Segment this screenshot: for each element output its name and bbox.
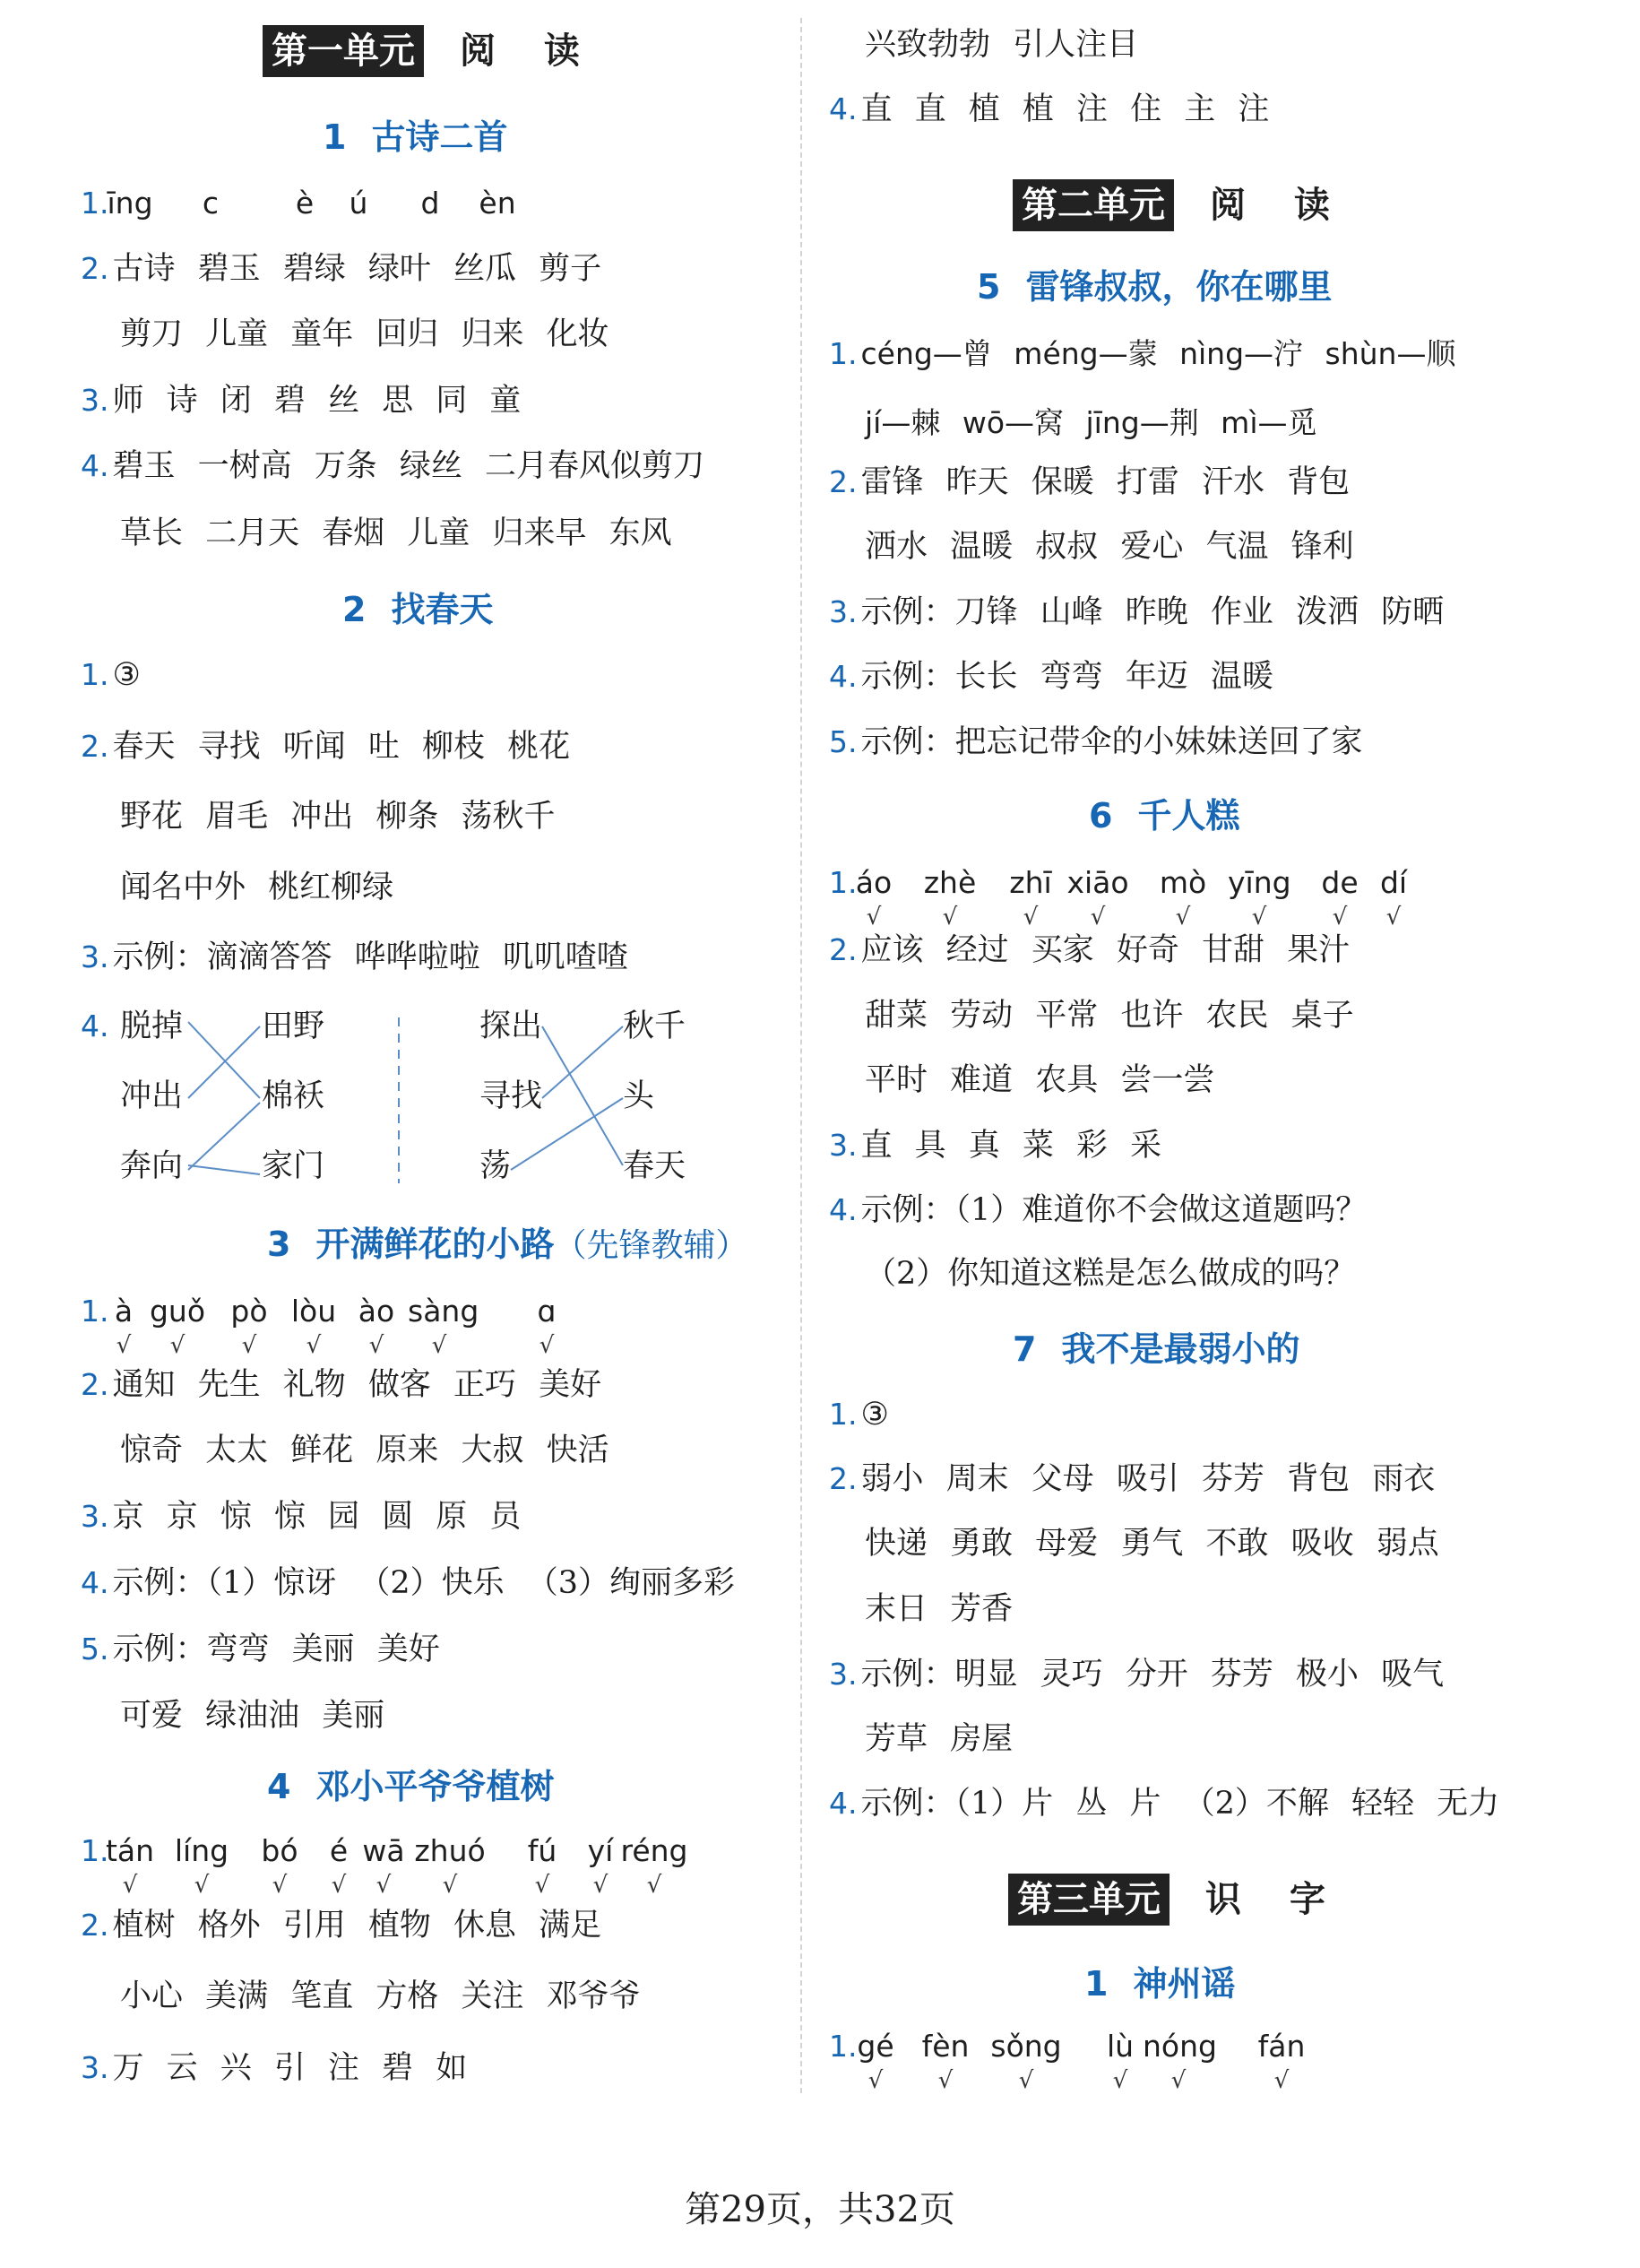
pinyin-text: tán (105, 1833, 155, 1868)
match-left-item: 脱掉 (120, 1008, 184, 1044)
check-mark: √ (331, 1872, 347, 1899)
pinyin-text: ɑ (537, 1294, 557, 1329)
answer-line: 1. ③ (81, 657, 141, 693)
answer-line: 2. 植树 格外 引用 植物 休息 满足 (81, 1908, 602, 1943)
check-mark: √ (241, 1332, 257, 1359)
answer-line: 3. 示例：刀锋 山峰 昨晚 作业 泼洒 防晒 (829, 594, 1445, 630)
question-number: 1. (81, 1294, 109, 1329)
pinyin-token (618, 1829, 690, 1897)
answer-line: 甜菜 劳动 平常 也许 农民 桌子 (865, 998, 1354, 1034)
lesson-title-8: 1 神州谣 (1084, 1964, 1236, 2004)
pinyin-token (515, 1289, 578, 1357)
pinyin-text: īng (107, 186, 153, 221)
check-mark: √ (1273, 2067, 1290, 2094)
check-mark: √ (646, 1872, 662, 1899)
pinyin-token (94, 1829, 166, 1897)
answer-line: 兴致勃勃 引人注目 (865, 27, 1139, 63)
unit-heading-3: 第三单元 识 字 (1008, 1874, 1343, 1926)
pinyin-token (146, 1289, 209, 1357)
pinyin-text: èn (479, 186, 516, 221)
check-mark: √ (942, 904, 958, 931)
matching-exercise: 4. 脱掉 冲出 奔向 田野 棉袄 家门 探出 寻找 荡 秋千 头 春天 (81, 1004, 798, 1219)
pinyin-token (999, 861, 1062, 929)
pinyin-token (1246, 2024, 1317, 2092)
pinyin-token (1362, 861, 1425, 929)
pinyin-text: gé (857, 2029, 894, 2064)
check-mark: √ (368, 1332, 384, 1359)
answer-line: 4. 示例：长长 弯弯 年迈 温暖 (829, 659, 1273, 695)
check-mark: √ (1251, 904, 1267, 931)
match-line (542, 1026, 623, 1098)
answer-line: 1. céng—曾 méng—蒙 nìng—泞 shùn—顺 (829, 336, 1456, 371)
answer-line: 平时 难道 农具 尝一尝 (865, 1062, 1215, 1098)
check-mark: √ (1170, 2067, 1187, 2094)
pinyin-token (1228, 861, 1290, 929)
answer-line: 小心 美满 笔直 方格 关注 邓爷爷 (120, 1978, 641, 2014)
lesson-title-4: 4 邓小平爷爷植树 (267, 1767, 555, 1806)
pinyin-text: ú (349, 186, 368, 221)
check-mark: √ (1090, 904, 1106, 931)
answer-line: 洒水 温暖 叔叔 爱心 气温 锋利 (865, 529, 1354, 565)
pinyin-text: yīng (1228, 865, 1291, 900)
answer-line: 野花 眉毛 冲出 柳条 荡秋千 (120, 799, 556, 835)
lesson-title-1: 1 古诗二首 (323, 117, 508, 157)
answer-line: 4. 示例：（1）难道你不会做这道题吗？ (829, 1192, 1368, 1228)
question-number: 1. (81, 1833, 109, 1868)
answer-line: 快递 勇敢 母爱 勇气 不敢 吸收 弱点 (865, 1526, 1439, 1562)
answer-line: 2. 雷锋 昨天 保暖 打雷 汗水 背包 (829, 464, 1351, 500)
answer-line: 3. 师 诗 闭 碧 丝 思 同 童 (81, 383, 522, 419)
pinyin-token (218, 1289, 281, 1357)
pinyin-token (1066, 861, 1129, 929)
pinyin-text: dí (1379, 865, 1408, 900)
check-mark: √ (1385, 904, 1402, 931)
match-right-item: 寻找 (479, 1078, 543, 1114)
pinyin-token (282, 1289, 345, 1357)
answer-line: 4. 示例：（1）惊讶 （2）快乐 （3）绚丽多彩 (81, 1565, 736, 1601)
pinyin-text: è (295, 186, 315, 221)
pinyin-text: mò (1159, 865, 1207, 900)
pinyin-text: wā (362, 1833, 405, 1868)
check-mark: √ (306, 1332, 322, 1359)
lesson-title-6: 6 千人糕 (1089, 796, 1240, 835)
unit-heading-2: 第二单元 阅 读 (1013, 179, 1348, 231)
pinyin-token (348, 1829, 419, 1897)
pinyin-text: de (1321, 865, 1359, 900)
match-left-target: 家门 (262, 1148, 325, 1184)
pinyin-token (345, 1289, 408, 1357)
pinyin-text: guǒ (149, 1294, 206, 1329)
answer-line: 1. ③ (829, 1397, 889, 1433)
answer-line: 3. 示例：滴滴答答 哗哗啦啦 叽叽喳喳 (81, 939, 628, 975)
answer-line: 2. 通知 先生 礼物 做客 正巧 美好 (81, 1367, 602, 1403)
pinyin-text: fú (527, 1833, 557, 1868)
match-line (188, 1165, 260, 1174)
pinyin-row (81, 1829, 798, 1909)
answer-line: 2. 应该 经过 买家 好奇 甘甜 果汁 (829, 932, 1351, 968)
check-mark: √ (169, 1332, 186, 1359)
check-mark: √ (122, 1872, 138, 1899)
answer-line: 惊奇 太太 鲜花 原来 大叔 快活 (120, 1433, 609, 1468)
pinyin-text: zhuó (414, 1833, 486, 1868)
pinyin-text: d (420, 186, 440, 221)
match-line (542, 1026, 623, 1165)
pinyin-token (1143, 2024, 1217, 2094)
answer-line: jí—棘 wō—窝 jīng—荆 mì—觅 (865, 405, 1317, 440)
pinyin-text: zhī (1009, 865, 1052, 900)
question-number: 1. (829, 865, 858, 900)
pinyin-text: sǒng (990, 2029, 1062, 2064)
check-mark: √ (1023, 904, 1039, 931)
question-number: 1. (829, 2029, 858, 2064)
answer-line: 2. 弱小 周末 父母 吸引 芬芳 背包 雨衣 (829, 1461, 1436, 1497)
match-right-item: 探出 (479, 1008, 543, 1044)
pinyin-token (840, 2024, 911, 2092)
answer-line: 3. 直 具 真 菜 彩 采 (829, 1128, 1162, 1164)
pinyin-text: zhè (923, 865, 977, 900)
pinyin-text: à (114, 1294, 134, 1329)
pinyin-text: pò (230, 1294, 268, 1329)
check-mark: √ (272, 1872, 288, 1899)
pinyin-text: c (202, 186, 220, 221)
lesson-title-5: 5 雷锋叔叔，你在哪里 (977, 267, 1333, 307)
match-line (511, 1098, 623, 1170)
answer-line: 2. 春天 寻找 听闻 吐 柳枝 桃花 (81, 729, 571, 765)
check-mark: √ (867, 2067, 884, 2094)
question-number: 1. (81, 186, 109, 221)
check-mark: √ (1332, 904, 1348, 931)
matching-lines (81, 1004, 798, 1219)
answer-line: 3. 京 京 惊 惊 园 圆 原 员 (81, 1499, 522, 1535)
answer-line: 3. 万 云 兴 引 注 碧 如 (81, 2050, 468, 2086)
match-right-target: 春天 (623, 1148, 686, 1184)
pinyin-text: fèn (921, 2029, 970, 2064)
pinyin-token (990, 2024, 1062, 2092)
check-mark: √ (534, 1872, 550, 1899)
pinyin-token (919, 861, 981, 929)
pinyin-token (408, 1289, 479, 1359)
check-mark: √ (937, 2067, 954, 2094)
check-mark: √ (1018, 2067, 1034, 2094)
check-mark: √ (431, 1332, 447, 1359)
answer-line: 草长 二月天 春烟 儿童 归来早 东风 (120, 515, 672, 551)
pinyin-text: fán (1257, 2029, 1306, 2064)
pinyin-text: nóng (1143, 2029, 1217, 2064)
column-divider (800, 18, 802, 2093)
pinyin-token (466, 181, 529, 226)
pinyin-row (829, 2024, 1546, 2105)
check-mark: √ (375, 1872, 392, 1899)
check-mark: √ (539, 1332, 555, 1359)
pinyin-token (327, 181, 390, 226)
page-number: 第29页，共32页 (685, 2189, 955, 2230)
unit-heading-1: 第一单元 阅 读 (263, 25, 598, 77)
answer-line: 末日 芳香 (865, 1591, 1014, 1627)
match-line (188, 1103, 260, 1170)
lesson-title-2: 2 找春天 (342, 590, 494, 629)
pinyin-token (179, 181, 242, 226)
pinyin-text: ào (358, 1294, 395, 1329)
check-mark: √ (1175, 904, 1191, 931)
answer-line: 剪刀 儿童 童年 回归 归来 化妆 (120, 316, 609, 352)
check-mark: √ (1112, 2067, 1128, 2094)
answer-line: 4. 碧玉 一树高 万条 绿丝 二月春风似剪刀 (81, 448, 705, 484)
match-left-item: 冲出 (120, 1078, 184, 1114)
pinyin-text: sàng (408, 1294, 479, 1329)
match-right-item: 荡 (479, 1148, 512, 1184)
pinyin-token (842, 861, 905, 929)
match-left-target: 棉袄 (262, 1078, 325, 1114)
check-mark: √ (442, 1872, 458, 1899)
pinyin-token (1152, 861, 1214, 929)
check-mark: √ (866, 904, 882, 931)
check-mark: √ (116, 1332, 132, 1359)
pinyin-text: lòu (290, 1294, 337, 1329)
pinyin-token (399, 181, 462, 226)
match-right-target: 秋千 (623, 1008, 686, 1044)
answer-line: 4. 直 直 植 植 注 住 主 注 (829, 91, 1270, 127)
pinyin-token (910, 2024, 981, 2092)
pinyin-text: bó (261, 1833, 298, 1868)
pinyin-row (81, 1289, 618, 1370)
pinyin-token (166, 1829, 237, 1897)
pinyin-token (99, 181, 161, 226)
pinyin-text: yí (587, 1833, 614, 1868)
answer-line: 5. 示例：把忘记带伞的小妹妹送回了家 (829, 724, 1363, 760)
match-right-target: 头 (623, 1078, 655, 1114)
pinyin-text: áo (855, 865, 893, 900)
pinyin-text: réng (620, 1833, 688, 1868)
answer-line: 5. 示例：弯弯 美丽 美好 (81, 1632, 440, 1667)
pinyin-text: é (329, 1833, 349, 1868)
answer-line: 可爱 绿油油 美丽 (120, 1698, 385, 1734)
lesson-title-7: 7 我不是最弱小的 (1013, 1329, 1300, 1369)
pinyin-text: lù (1106, 2029, 1135, 2064)
answer-line: （2）你知道这糕是怎么做成的吗？ (865, 1256, 1356, 1292)
check-mark: √ (194, 1872, 210, 1899)
pinyin-text: líng (174, 1833, 229, 1868)
answer-line: 闻名中外 桃红柳绿 (120, 870, 394, 905)
answer-line: 芳草 房屋 (865, 1721, 1014, 1757)
answer-line: 4. 示例：（1）片 丛 片 （2）不解 轻轻 无力 (829, 1786, 1500, 1822)
answer-line: 3. 示例：明显 灵巧 分开 芬芳 极小 吸气 (829, 1657, 1445, 1692)
match-left-target: 田野 (262, 1008, 325, 1044)
pinyin-text: xiāo (1066, 865, 1129, 900)
lesson-title-3: 3 开满鲜花的小路（先锋教辅） (267, 1225, 748, 1264)
check-mark: √ (592, 1872, 609, 1899)
pinyin-token (414, 1829, 486, 1897)
answer-line: 2. 古诗 碧玉 碧绿 绿叶 丝瓜 剪子 (81, 251, 602, 287)
match-left-item: 奔向 (120, 1148, 184, 1184)
